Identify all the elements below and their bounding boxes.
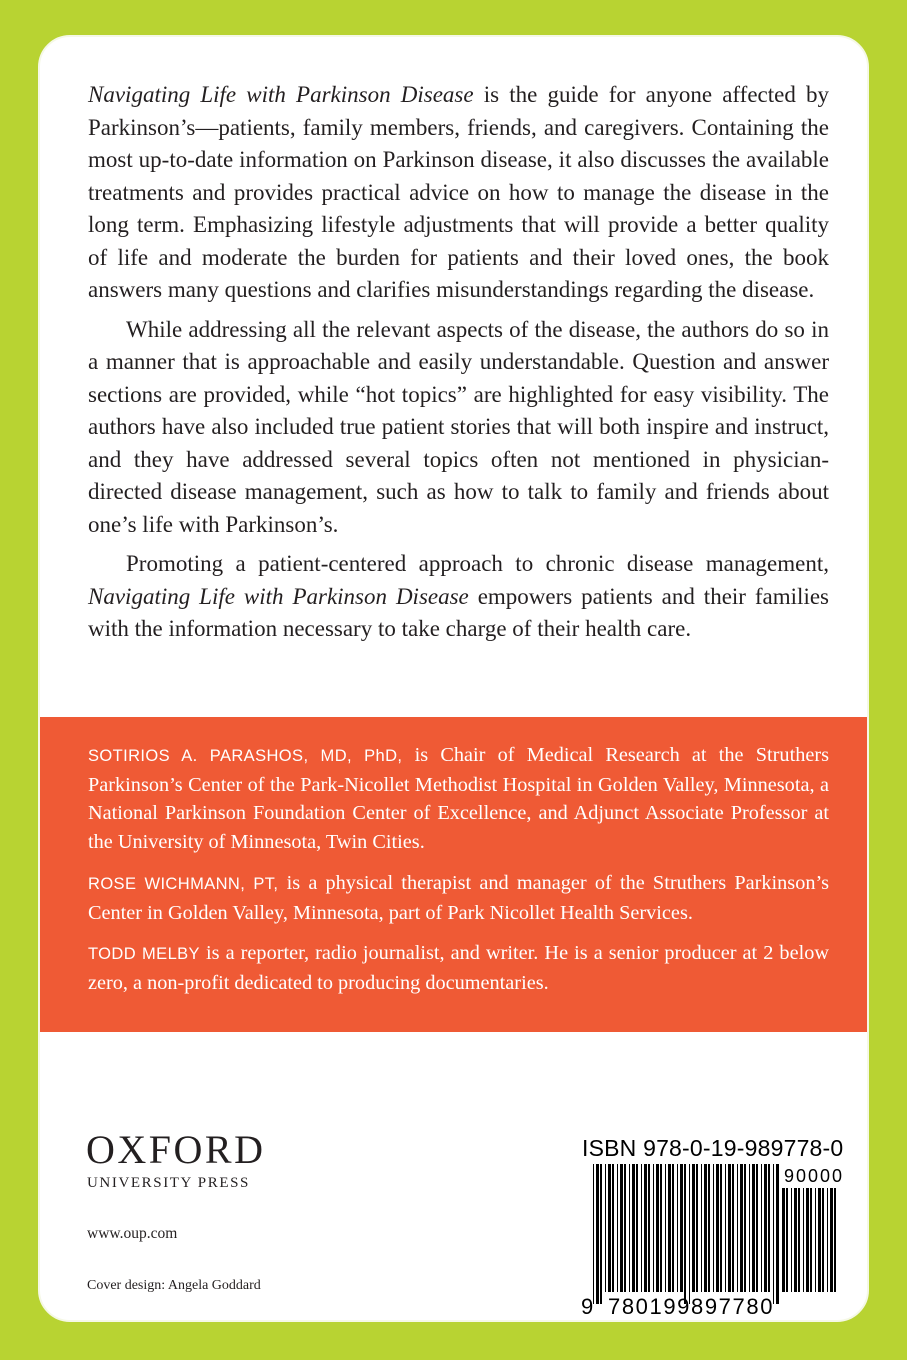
barcode-bar xyxy=(668,1164,671,1292)
barcode-bar xyxy=(596,1164,599,1304)
barcode-bar xyxy=(737,1164,738,1292)
barcode-bar xyxy=(786,1188,788,1292)
barcode-bar xyxy=(782,1188,785,1292)
barcode-bar xyxy=(620,1164,623,1292)
barcode-bar xyxy=(756,1164,758,1292)
barcode-bar xyxy=(794,1188,797,1292)
barcode-bar xyxy=(827,1188,828,1292)
barcode-bar xyxy=(728,1164,731,1292)
barcode-bar xyxy=(818,1188,821,1292)
isbn-label: ISBN 978-0-19-989778-0 xyxy=(582,1135,844,1161)
barcode-bar xyxy=(806,1188,809,1292)
book-title-italic: Navigating Life with Parkinson Disease xyxy=(88,82,474,107)
publisher-logo: OXFORD xyxy=(86,1127,266,1172)
isbn-barcode xyxy=(593,1164,781,1304)
barcode-bar xyxy=(677,1164,678,1292)
author-bio-melby xyxy=(88,939,829,997)
barcode-bar xyxy=(830,1188,833,1292)
barcode-bar xyxy=(708,1164,710,1292)
barcode-bar xyxy=(617,1164,618,1292)
author-name-wichmann: ROSE WICHMANN, PT, xyxy=(88,875,279,893)
barcode-bar xyxy=(791,1188,792,1292)
barcode-bar xyxy=(810,1188,812,1292)
barcode-bar xyxy=(768,1164,770,1292)
barcode-bar xyxy=(803,1188,804,1292)
barcode-bar xyxy=(680,1164,683,1292)
author-name-melby: TODD MELBY xyxy=(88,945,200,963)
publisher-subname: UNIVERSITY PRESS xyxy=(87,1175,250,1191)
barcode-bar xyxy=(629,1164,630,1292)
barcode-bar xyxy=(696,1164,698,1292)
isbn-lead-digit: 9 xyxy=(581,1294,595,1319)
author-bio-band xyxy=(40,717,867,1032)
barcode-bar xyxy=(798,1188,800,1292)
barcode-bar xyxy=(665,1164,666,1292)
publisher-url: www.oup.com xyxy=(87,1225,178,1242)
description-text-1: is the guide for anyone affected by Parkinson’s—patients, family members, friends, and caregivers. Containing the most up-to-date information on Parkinson disease, it also discusses the available treatments and provides practical advice on how to manage the disease in the long term. Emphasizing lifestyle adjustments that will provide a better quality of life and moderate the burden for patients and their loved ones, the book answers many questions and clarifies misunderstandings regarding the disease. xyxy=(88,82,829,302)
barcode-bar xyxy=(744,1164,746,1292)
barcode-bar xyxy=(773,1164,774,1304)
barcode-bar xyxy=(834,1188,836,1292)
barcode-bar xyxy=(720,1164,722,1292)
author-bio-wichmann xyxy=(88,869,829,927)
barcode-bar xyxy=(600,1164,602,1304)
barcode-bar xyxy=(684,1164,686,1304)
barcode-bar xyxy=(648,1164,650,1292)
price-barcode xyxy=(782,1188,840,1304)
white-panel xyxy=(38,35,869,1322)
barcode-bar xyxy=(701,1164,702,1292)
author-text-parashos: is Chair of Medical Research at the Struthers Parkinson’s Center of the Park-Nicollet Methodist Hospital in Golden Valley, Minnesota, a National Parkinson Foundation Center of Excellence, and Adjunct Associate Professor at the University of Minnesota, Twin Cities. xyxy=(88,744,829,853)
barcode-bar xyxy=(704,1164,707,1292)
cover-design-credit: Cover design: Angela Goddard xyxy=(87,1278,261,1293)
barcode-bar xyxy=(713,1164,714,1292)
author-text-melby: is a reporter, radio journalist, and writer. He is a senior producer at 2 below zero, a non-profit dedicated to producing documentaries. xyxy=(88,942,829,994)
barcode-bar xyxy=(660,1164,662,1292)
barcode-bar xyxy=(644,1164,647,1292)
barcode-bar xyxy=(764,1164,767,1292)
description-text-2: While addressing all the relevant aspects of the disease, the authors do so in a manner that is approachable and easily understandable. Question and answer sections are provided, while “hot topics” are highlighted for easy visibility. The authors have also included true patient stories that will both inspire and instruct, and they have addressed several topics often not mentioned in physician-directed disease management, such as how to talk to family and friends about one’s life with Parkinson’s. xyxy=(88,316,829,537)
barcode-bar xyxy=(776,1164,779,1304)
barcode-bar xyxy=(608,1164,611,1292)
description-paragraph-1 xyxy=(88,79,829,307)
barcode-bar xyxy=(605,1164,606,1292)
barcode-bar xyxy=(761,1164,762,1292)
isbn-remaining-digits: 780199897780 xyxy=(608,1294,775,1319)
barcode-bar xyxy=(732,1164,734,1292)
barcode-bar xyxy=(653,1164,654,1292)
book-description xyxy=(88,79,829,646)
barcode-bar xyxy=(624,1164,626,1292)
barcode-bar xyxy=(752,1164,755,1292)
author-text-wichmann: is a physical therapist and manager of the Struthers Parkinson’s Center in Golden Valley, Minnesota, part of Park Nicollet Health Services. xyxy=(88,872,830,924)
barcode-bar xyxy=(815,1188,816,1292)
barcode-bar xyxy=(672,1164,674,1292)
author-bio-parashos xyxy=(88,741,829,856)
barcode-bar xyxy=(689,1164,690,1304)
barcode-bar xyxy=(749,1164,750,1292)
barcode-bar xyxy=(636,1164,638,1292)
barcode-bar xyxy=(632,1164,635,1292)
barcode-bar xyxy=(822,1188,824,1292)
description-paragraph-3 xyxy=(88,548,829,646)
author-name-parashos: SOTIRIOS A. PARASHOS, MD, PhD, xyxy=(88,747,403,765)
barcode-bar xyxy=(740,1164,743,1292)
barcode-bar xyxy=(716,1164,719,1292)
barcode-bar xyxy=(612,1164,614,1292)
barcode-bar xyxy=(593,1164,594,1304)
description-text-3-intro: Promoting a patient-centered approach to chronic disease management, xyxy=(126,551,829,576)
barcode-bar xyxy=(656,1164,659,1292)
barcode-bar xyxy=(692,1164,695,1292)
description-text-3: empowers patients and their families with the information necessary to take charge of their health care. xyxy=(88,583,829,641)
barcode-bar xyxy=(641,1164,642,1292)
book-title-italic-2: Navigating Life with Parkinson Disease xyxy=(88,583,469,609)
barcode-bar xyxy=(725,1164,726,1292)
price-code: 90000 xyxy=(784,1166,845,1186)
description-paragraph-2 xyxy=(88,314,829,542)
